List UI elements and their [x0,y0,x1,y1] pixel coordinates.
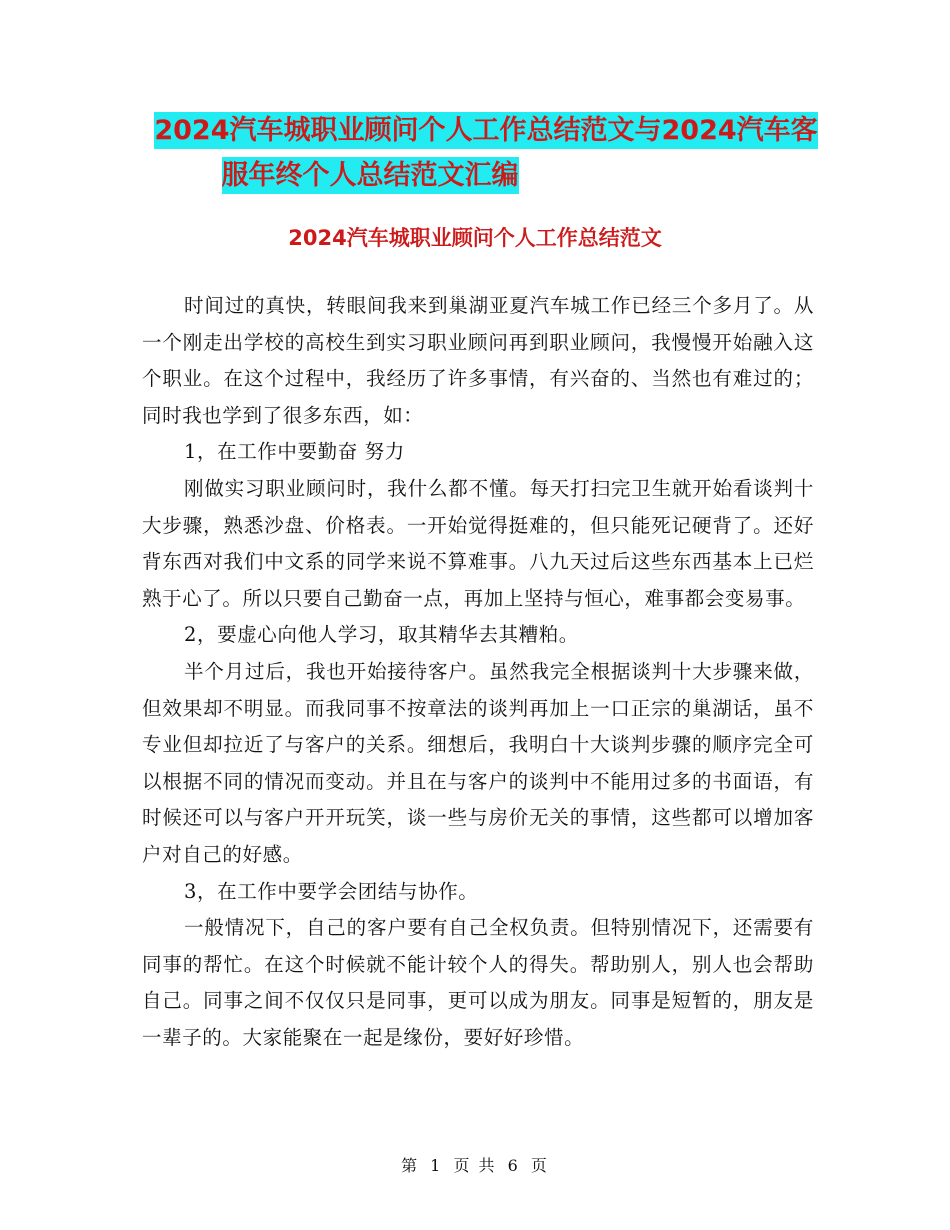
footer-middle: 页 共 [453,1156,497,1175]
document-title-line-2 [0,153,740,199]
paragraph: 一般情况下，自己的客户要有自己全权负责。但特别情况下，还需要有同事的帮忙。在这个时候就不能计较个人的得失。帮助别人，别人也会帮助自己。同事之间不仅仅只是同事，更可以成为朋友。同事是短暂的，朋友是一辈子的。大家能聚在一起是缘份，要好好珍惜。 [142,916,814,1049]
footer-page-number: 1 [430,1156,443,1175]
footer-prefix: 第 [401,1156,420,1175]
paragraph: 2，要虚心向他人学习，取其精华去其糟粕。 [184,623,579,647]
section-title: 2024汽车城职业顾问个人工作总结范文 [288,226,662,250]
footer-suffix: 页 [530,1156,549,1175]
footer-total-pages: 6 [507,1156,520,1175]
title-highlight: 2024汽车城职业顾问个人工作总结范文与2024汽车客 [154,112,817,149]
body-text [142,288,814,1056]
paragraph: 时间过的真快，转眼间我来到巢湖亚夏汽车城工作已经三个多月了。从一个刚走出学校的高校生到实习职业顾问再到职业顾问，我慢慢开始融入这个职业。在这个过程中，我经历了许多事情，有兴奋的、当然也有难过的；同时我也学到了很多东西，如： [142,294,814,427]
paragraph: 半个月过后，我也开始接待客户。虽然我完全根据谈判十大步骤来做，但效果却不明显。而我同事不按章法的谈判再加上一口正宗的巢湖话，虽不专业但却拉近了与客户的关系。细想后，我明白十大谈判步骤的顺序完全可以根据不同的情况而变动。并且在与客户的谈判中不能用过多的书面语，有时候还可以与客户开开玩笑，谈一些与房价无关的事情，这些都可以增加客户对自己的好感。 [142,659,814,866]
document-title-line-1 [0,108,950,154]
paragraph: 1，在工作中要勤奋 努力 [184,440,405,464]
title-highlight: 服年终个人总结范文汇编 [222,157,519,194]
page-footer [0,1153,950,1176]
paragraph: 刚做实习职业顾问时，我什么都不懂。每天打扫完卫生就开始看谈判十大步骤，熟悉沙盘、价格表。一开始觉得挺难的，但只能死记硬背了。还好背东西对我们中文系的同学来说不算难事。八九天过后这些东西基本上已烂熟于心了。所以只要自己勤奋一点，再加上坚持与恒心，难事都会变易事。 [142,476,814,610]
paragraph: 3，在工作中要学会团结与协作。 [184,879,479,903]
